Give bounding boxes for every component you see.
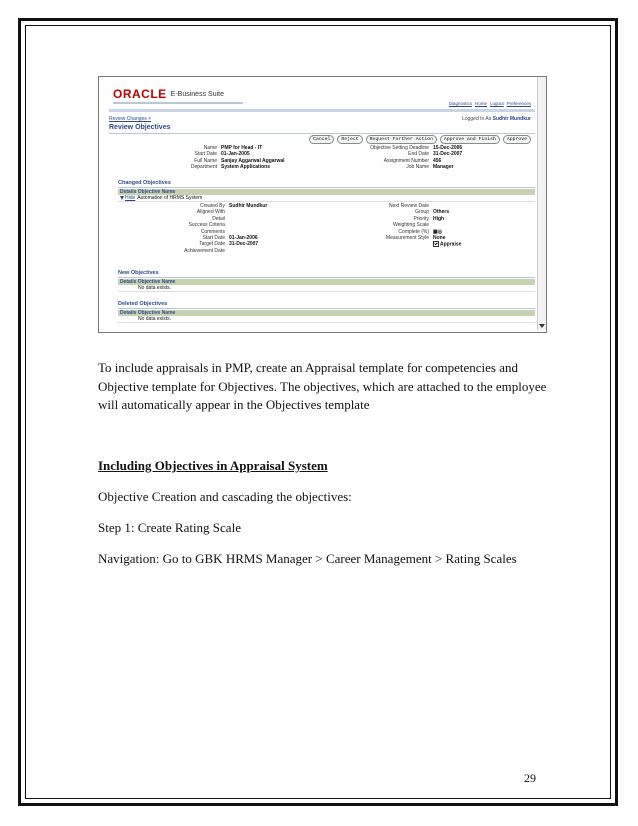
oracle-screenshot (98, 76, 547, 333)
field-value: 01-Jan-2006 (229, 235, 258, 242)
field-label: Aligned With (196, 209, 225, 216)
field-label: Comments (200, 228, 225, 235)
field-value: 31-Dec-2007 (229, 241, 259, 248)
logo-underline (113, 102, 243, 104)
new-table-header: Details Objective Name (118, 279, 535, 285)
new-no-data-row (118, 285, 535, 292)
objective-detail-left (125, 203, 267, 254)
field-label: Group (415, 209, 429, 216)
breadcrumb[interactable]: Review Changes > (109, 116, 152, 122)
section-heading: Including Objectives in Appraisal System (98, 458, 328, 473)
suite-name: E-Business Suite (170, 90, 224, 98)
field-label: Full Name (194, 157, 217, 164)
field-value: 01-Jan-2005 (221, 151, 250, 158)
logged-in-info (462, 116, 531, 122)
approve-button[interactable]: Approve (503, 135, 531, 144)
no-data-text: No data exists. (138, 285, 172, 291)
field-value: Manager (433, 164, 454, 171)
page-title: Review Objectives (109, 124, 171, 131)
preferences-link[interactable]: Preferences (506, 101, 531, 106)
intro-paragraph: To include appraisals in PMP, create an Appraisal template for competencies and Objective template for Objectives. The objectives, which are attached to the employee will automatically appear in the Objectives template (98, 360, 547, 412)
field-value: Sanjay Aggarwal Aggarwal (221, 157, 285, 164)
changed-objectives-title: Changed Objectives (118, 180, 171, 186)
field-label: Department (190, 164, 217, 171)
field-label: Complete (%) (398, 228, 429, 235)
header-left-fields (125, 145, 285, 171)
field-label: Detail (212, 215, 225, 222)
logged-in-label: Logged In As (462, 116, 492, 122)
home-link[interactable]: Home (474, 101, 487, 106)
field-value: System Applications (221, 164, 270, 171)
field-value: 15-Dec-2006 (433, 145, 463, 151)
vertical-scrollbar[interactable] (537, 77, 546, 330)
logout-link[interactable]: Logout (489, 101, 504, 106)
field-label: Created By (199, 203, 225, 209)
approve-and-finish-button[interactable]: Approve and Finish (440, 135, 500, 144)
field-label: Weighting Scale (392, 222, 429, 229)
field-label: Next Review Date (388, 203, 429, 209)
header-right-fields (333, 145, 462, 171)
field-value: Others (433, 209, 450, 216)
diagnostics-link[interactable]: Diagnostics (448, 101, 472, 106)
changed-table-header: Details Objective Name (118, 189, 535, 195)
title-rule (109, 133, 535, 134)
deleted-table-header: Details Objective Name (118, 310, 535, 316)
field-value: Sudhir Mundkur (229, 203, 268, 209)
field-label: Name (203, 145, 217, 151)
new-objectives-title: New Objectives (118, 270, 159, 276)
global-links (449, 101, 531, 106)
field-label: Target Date (199, 241, 225, 248)
objective-detail-right (333, 203, 461, 248)
field-label: Achievement Date (184, 247, 225, 254)
navigation-line: Navigation: Go to GBK HRMS Manager > Career Management > Rating Scales (98, 551, 517, 566)
logged-in-user: Sudhir Mundkur (492, 116, 531, 122)
section-rule (118, 187, 535, 188)
deleted-no-data-row (118, 316, 535, 323)
action-buttons (309, 135, 531, 144)
field-value: PMP for Head - IT (221, 145, 263, 151)
field-label: Measurement Style (385, 235, 429, 242)
appraise-label: Appraise (440, 241, 462, 248)
logo-row (113, 87, 224, 101)
request-further-action-button[interactable]: Request Further Action (366, 135, 437, 144)
appraise-checkbox[interactable] (433, 241, 439, 247)
oracle-logo: ORACLE (113, 87, 167, 101)
hide-link[interactable]: Hide (125, 195, 136, 201)
field-label: End Date (408, 151, 429, 158)
field-label: Objective Setting Deadline (370, 145, 429, 151)
field-label: Success Criteria (188, 222, 225, 229)
field-label: Priority (413, 215, 429, 222)
page-number: 29 (524, 771, 536, 785)
field-value: High (433, 215, 445, 222)
field-label: Job Name (406, 164, 429, 171)
collapse-icon[interactable] (120, 196, 124, 200)
scroll-down-icon[interactable] (539, 324, 545, 328)
field-label: Start Date (202, 235, 225, 242)
field-label: Assignment Number (383, 157, 429, 164)
field-value: None (433, 235, 446, 242)
header-band (109, 109, 535, 112)
reject-button[interactable]: Reject (337, 135, 362, 144)
field-value: 31-Dec-2007 (433, 151, 463, 158)
objective-name: Automation of HRMS System (137, 195, 203, 201)
step-1-line: Step 1: Create Rating Scale (98, 520, 241, 535)
field-label: Start Date (194, 151, 217, 158)
section-rule (118, 277, 535, 278)
objective-row (118, 195, 535, 202)
no-data-text: No data exists. (138, 316, 172, 322)
deleted-objectives-title: Deleted Objectives (118, 301, 168, 307)
field-value: 456 (433, 157, 442, 164)
cancel-button[interactable]: Cancel (309, 135, 334, 144)
objective-creation-line: Objective Creation and cascading the objectives: (98, 489, 352, 504)
appraise-checkbox-field (433, 241, 461, 248)
section-rule (118, 308, 535, 309)
complete-percent-icons[interactable]: ▦◎ (433, 228, 443, 235)
